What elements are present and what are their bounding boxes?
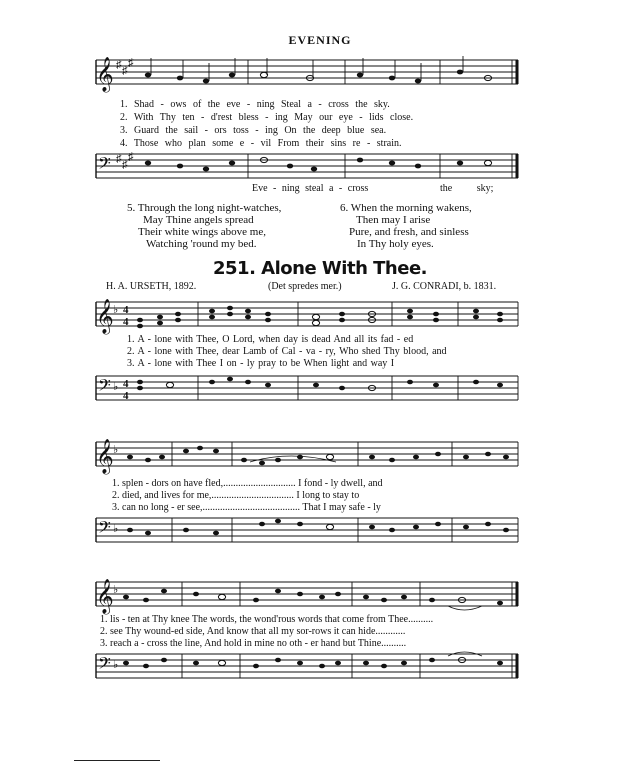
evening-stanza-5-line-1: 5. Through the long night-watches, [127,202,282,214]
hymn-title: 251. Alone With Thee. [213,258,427,279]
svg-text:♯: ♯ [122,159,128,171]
svg-text:𝄞: 𝄞 [96,580,114,613]
system-2-bass-staff [0,512,640,552]
system-3-verse-2: 2. see Thy wound-ed side, And know that all my sor-rows it can hide............ [100,626,406,637]
evening-verse-4: 4. Those who plan some e - vil From their sins re - strain. [120,138,402,149]
svg-text:4: 4 [123,390,129,402]
system-3-verse-1: 1. lis - ten at Thy knee The words, the wond'rous words that come from Thee.......... [100,614,434,625]
svg-text:4: 4 [123,304,129,316]
system-3-bass-staff [0,648,640,688]
evening-bass-echo: Eve - ning steal a - cross [252,183,369,194]
svg-text:𝄢: 𝄢 [98,377,111,399]
evening-verse-2: 2. With Thy ten - d'rest bless - ing May our eye - lids close. [120,112,414,123]
evening-stanza-6-line-2: Then may I arise [356,214,431,226]
evening-stanza-5-line-3: Their white wings above me, [138,226,266,238]
svg-text:♭: ♭ [113,381,119,393]
svg-text:𝄞: 𝄞 [96,300,114,333]
svg-text:4: 4 [123,316,129,328]
svg-text:♭: ♭ [113,659,119,671]
system-1-verse-3: 3. A - lone with Thee I on - ly pray to be When light and way I [127,358,395,369]
svg-text:𝄢: 𝄢 [98,519,111,541]
svg-text:♯: ♯ [122,65,128,77]
hymn-original-title: (Det spredes mer.) [268,281,342,292]
svg-text:𝄢: 𝄢 [98,655,111,677]
hymn-author: H. A. URSETH, 1892. [106,281,197,292]
svg-text:♯: ♯ [116,59,122,71]
svg-text:♯: ♯ [116,153,122,165]
system-1-verse-2: 2. A - lone with Thee, dear Lamb of Cal - va - ry, Who shed Thy blood, and [127,346,447,357]
svg-text:♭: ♭ [113,304,119,316]
svg-text:𝄞: 𝄞 [96,440,114,473]
svg-text:♭: ♭ [113,523,119,535]
svg-text:𝄞: 𝄞 [96,58,114,91]
system-2-verse-3: 3. can no long - er see,....................................... That I may safe - ly [112,502,381,513]
system-2-verse-1: 1. splen - dors on have fled,............................. I fond - ly dwell, and [112,478,383,489]
svg-text:♯: ♯ [128,57,134,69]
system-3-verse-3: 3. reach a - cross the line, And hold in mine no oth - er hand but Thine.......... [100,638,407,649]
evening-verse-1: 1. Shad - ows of the eve - ning Steal a - cross the sky. [120,99,390,110]
evening-treble-staff [0,54,640,104]
system-2-verse-2: 2. died, and lives for me,................................. I long to stay to [112,490,360,501]
hymn-composer: J. G. CONRADI, b. 1831. [392,281,497,292]
evening-stanza-5-line-2: May Thine angels spread [143,214,254,226]
evening-stanza-6-line-1: 6. When the morning wakens, [340,202,472,214]
svg-text:♯: ♯ [128,151,134,163]
svg-text:4: 4 [123,378,129,390]
running-title: EVENING [288,33,352,47]
footnote-rule [74,760,160,761]
evening-verse-3: 3. Guard the sail - ors toss - ing On the deep blue sea. [120,125,387,136]
system-1-verse-1: 1. A - lone with Thee, O Lord, when day is dead And all its fad - ed [127,334,414,345]
evening-stanza-6-line-4: In Thy holy eyes. [357,238,434,250]
system-2-treble-staff [0,436,640,482]
svg-text:𝄢: 𝄢 [98,155,111,177]
system-1-bass-staff [0,370,640,410]
svg-text:♭: ♭ [113,444,119,456]
evening-bass-echo-end: the sky; [440,183,494,194]
evening-stanza-6-line-3: Pure, and fresh, and sinless [349,226,469,238]
svg-text:♭: ♭ [113,584,119,596]
evening-stanza-5-line-4: Watching 'round my bed. [146,238,257,250]
